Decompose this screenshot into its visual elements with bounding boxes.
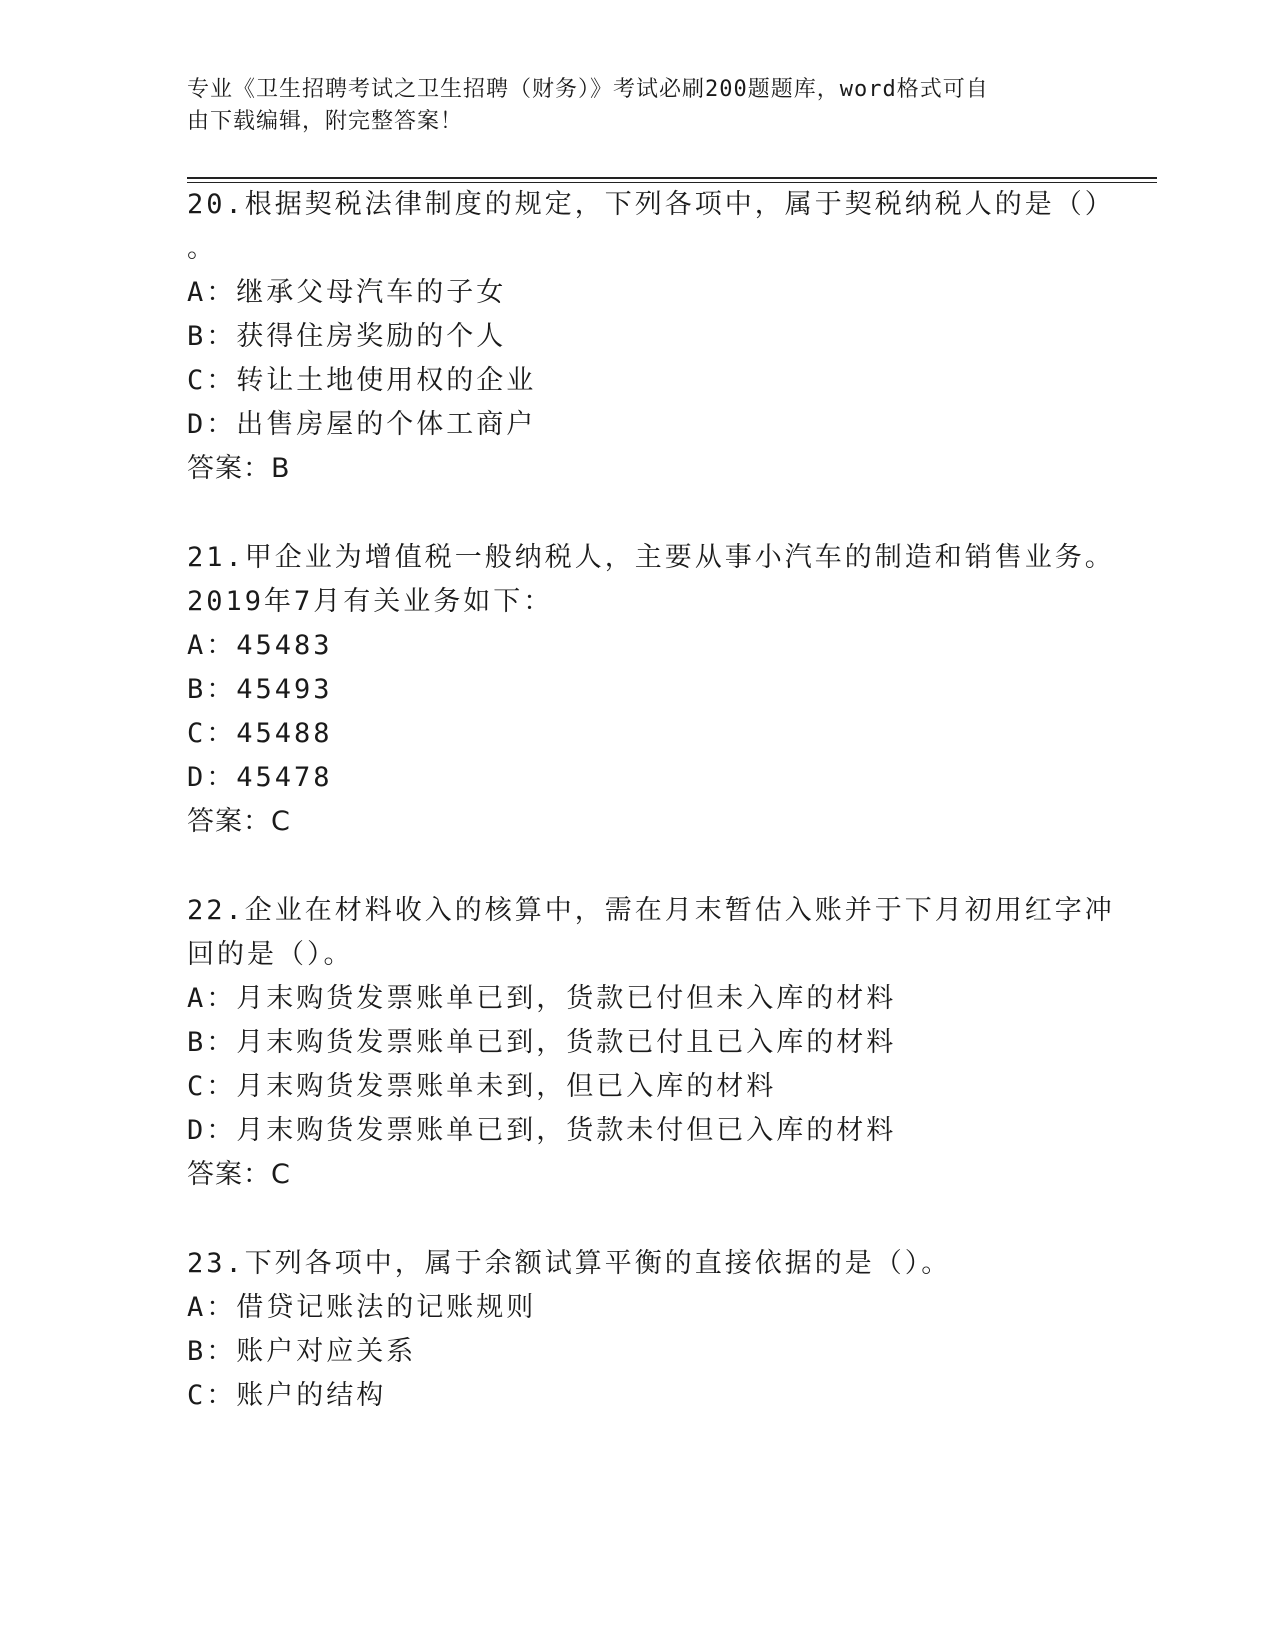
question-20-option-c: C：转让土地使用权的企业 [187, 365, 537, 396]
question-23-stem-line-1: 23.下列各项中，属于余额试算平衡的直接依据的是（）。 [187, 1248, 952, 1279]
document-header [187, 74, 1067, 138]
header-divider-thick [187, 177, 1157, 179]
question-20-answer: 答案：B [187, 453, 291, 484]
question-20-stem-line-1: 20.根据契税法律制度的规定，下列各项中，属于契税纳税人的是（） [187, 189, 1115, 220]
header-line-2: 由下载编辑，附完整答案！ [187, 109, 464, 134]
question-20-option-b: B：获得住房奖励的个人 [187, 321, 507, 352]
question-21-option-a: A：45483 [187, 630, 333, 661]
question-20-option-d: D：出售房屋的个体工商户 [187, 409, 537, 440]
header-divider-thin [187, 182, 1157, 183]
header-line-1: 专业《卫生招聘考试之卫生招聘（财务）》考试必刷200题题库，word格式可自 [187, 77, 989, 102]
question-23-option-c: C：账户的结构 [187, 1380, 387, 1411]
question-22-option-c: C：月末购货发票账单未到，但已入库的材料 [187, 1071, 777, 1102]
question-21-stem-line-1: 21.甲企业为增值税一般纳税人，主要从事小汽车的制造和销售业务。 [187, 542, 1115, 573]
question-22-option-b: B：月末购货发票账单已到，货款已付且已入库的材料 [187, 1027, 897, 1058]
question-22-option-d: D：月末购货发票账单已到，货款未付但已入库的材料 [187, 1115, 897, 1146]
question-23-option-a: A：借贷记账法的记账规则 [187, 1292, 537, 1323]
question-23-option-b: B：账户对应关系 [187, 1336, 417, 1367]
question-20-option-a: A：继承父母汽车的子女 [187, 277, 507, 308]
question-22-stem-line-2: 回的是（）。 [187, 939, 354, 970]
question-21-answer: 答案：C [187, 806, 291, 837]
question-22-answer: 答案：C [187, 1159, 291, 1190]
question-21-stem-line-2: 2019年7月有关业务如下： [187, 586, 554, 617]
question-22-option-a: A：月末购货发票账单已到，货款已付但未入库的材料 [187, 983, 897, 1014]
question-21-option-d: D：45478 [187, 762, 333, 793]
question-22-stem-line-1: 22.企业在材料收入的核算中，需在月末暂估入账并于下月初用红字冲 [187, 895, 1115, 926]
question-21-option-c: C：45488 [187, 718, 333, 749]
question-21-option-b: B：45493 [187, 674, 333, 705]
question-20-stem-line-2: 。 [187, 233, 217, 264]
